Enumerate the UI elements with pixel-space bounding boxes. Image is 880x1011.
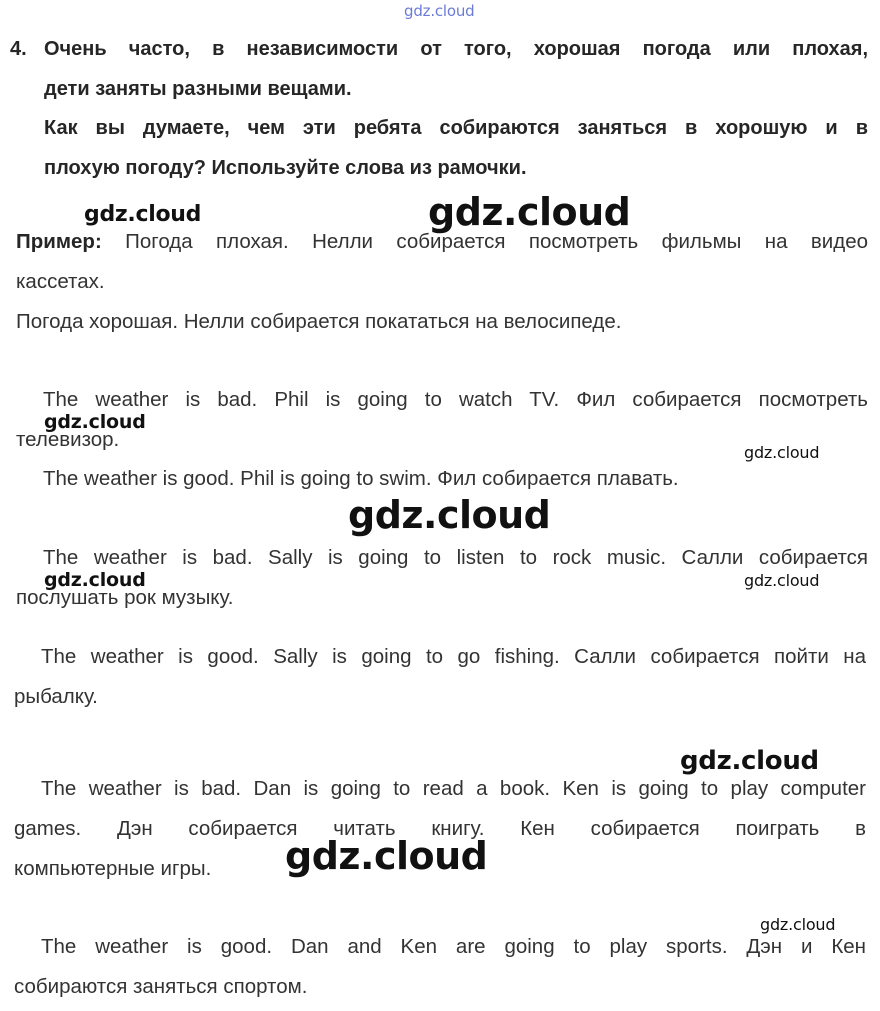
watermark-9: gdz.cloud [285,834,488,878]
answer-5-line-2: games. Дэн собирается читать книгу. Кен собирается поиграть в [14,817,866,840]
answer-1-line-1: The weather is bad. Phil is going to watch TV. Фил собирается посмотреть [43,388,868,411]
example-line-3: Погода хорошая. Нелли собирается покататься на велосипеде. [16,310,622,333]
answer-3-line-2: послушать рок музыку. [16,586,234,609]
answer-2-line-1: The weather is good. Phil is going to swim. Фил собирается плавать. [43,467,679,490]
task-line-2: дети заняты разными вещами. [44,77,352,100]
answer-1-line-2: телевизор. [16,428,120,451]
task-number: 4. [10,38,27,60]
answer-6 [14,927,866,1007]
watermark-1: gdz.cloud [84,202,202,227]
answer-6-line-2: собираются заняться спортом. [14,975,308,998]
answer-4 [14,637,866,717]
task-line-4: плохую погоду? Используйте слова из рамочки. [44,156,527,179]
watermark-top: gdz.cloud [404,2,475,20]
watermark-6: gdz.cloud [44,569,146,591]
watermark-5: gdz.cloud [348,493,551,537]
task-line-3: Как вы думаете, чем эти ребята собираются заняться в хорошую и в [44,117,868,139]
answer-5-line-3: компьютерные игры. [14,857,212,880]
example-line-1: Погода плохая. Нелли собирается посмотреть фильмы на видео [125,230,868,253]
watermark-2: gdz.cloud [428,190,631,234]
answer-4-line-2: рыбалку. [14,685,98,708]
watermark-8: gdz.cloud [680,746,819,776]
watermark-10: gdz.cloud [760,915,836,934]
answer-6-line-1: The weather is good. Dan and Ken are going to play sports. Дэн и Кен [41,935,866,958]
task-block [10,30,868,188]
watermark-4: gdz.cloud [744,443,820,462]
task-line-1: Очень часто, в независимости от того, хорошая погода или плохая, [44,38,868,60]
watermark-7: gdz.cloud [744,571,820,590]
answer-5-line-1: The weather is bad. Dan is going to read a book. Ken is going to play computer [41,777,866,800]
example-block [16,222,868,342]
watermark-3: gdz.cloud [44,411,146,433]
answer-4-line-1: The weather is good. Sally is going to go fishing. Салли собирается пойти на [41,645,866,668]
example-label: Пример: [16,230,102,253]
example-line-2: кассетах. [16,270,105,293]
answer-3-line-1: The weather is bad. Sally is going to listen to rock music. Салли собирается [43,546,868,569]
